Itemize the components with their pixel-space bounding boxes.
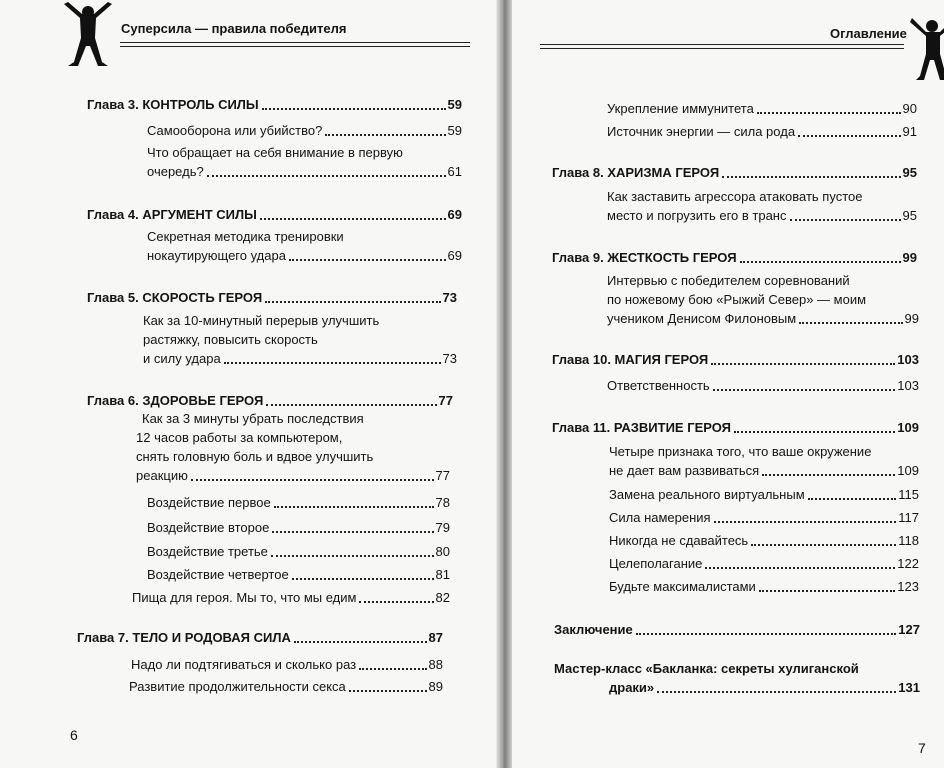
toc-entry: Глава 9. ЖЕСТКОСТЬ ГЕРОЯ 99 [552, 250, 917, 265]
toc-entry-line: растяжку, повысить скорость [143, 332, 318, 347]
toc-entry-line: Что обращает на себя внимание в первую [147, 145, 403, 160]
toc-entry: Сила намерения 117 [609, 510, 919, 525]
toc-entry: учеником Денисом Филоновым 99 [607, 311, 919, 326]
toc-entry: Глава 5. СКОРОСТЬ ГЕРОЯ 73 [87, 290, 457, 305]
toc-entry: драки» 131 [609, 680, 920, 695]
toc-entry-line: 12 часов работы за компьютером, [136, 430, 343, 445]
toc-entry: Целеполагание 122 [609, 556, 919, 571]
toc-entry-line: Как за 10-минутный перерыв улучшить [143, 313, 380, 328]
toc-entry-line: Интервью с победителем соревнований [607, 273, 850, 288]
toc-entry: нокаутирующего удара 69 [147, 248, 462, 263]
toc-entry: Источник энергии — сила рода 91 [607, 124, 917, 139]
hero-silhouette-icon [910, 14, 944, 82]
toc-entry: Глава 11. РАЗВИТИЕ ГЕРОЯ 109 [552, 420, 919, 435]
toc-entry: Глава 7. ТЕЛО И РОДОВАЯ СИЛА 87 [77, 630, 443, 645]
toc-entry: Самооборона или убийство? 59 [147, 123, 462, 138]
toc-entry-line: Мастер-класс «Бакланка: секреты хулиганской [554, 661, 859, 676]
toc-entry-line: Как заставить агрессора атаковать пустое [607, 189, 863, 204]
toc-entry: Ответственность 103 [607, 378, 919, 393]
toc-entry: Глава 4. АРГУМЕНТ СИЛЫ 69 [87, 207, 462, 222]
toc-entry: Будьте максималистами 123 [609, 579, 919, 594]
header-rule [120, 42, 470, 47]
toc-entry: Глава 3. КОНТРОЛЬ СИЛЫ 59 [87, 97, 462, 112]
header-rule [540, 44, 904, 49]
toc-entry: Укрепление иммунитета 90 [607, 101, 917, 116]
toc-entry: Замена реального виртуальным 115 [609, 487, 919, 502]
toc-entry: Воздействие четвертое 81 [147, 567, 450, 582]
toc-entry: очередь? 61 [147, 164, 462, 179]
toc-entry: Воздействие второе 79 [147, 520, 450, 535]
toc-entry: Пища для героя. Мы то, что мы едим 82 [132, 590, 450, 605]
toc-entry: Глава 8. ХАРИЗМА ГЕРОЯ 95 [552, 165, 917, 180]
toc-entry: Воздействие третье 80 [147, 544, 450, 559]
toc-entry: Воздействие первое 78 [147, 495, 450, 510]
hero-silhouette-icon [62, 2, 114, 68]
toc-entry: Глава 10. МАГИЯ ГЕРОЯ 103 [552, 352, 919, 367]
toc-entry: реакцию 77 [136, 468, 450, 483]
toc-entry-line: Как за 3 минуты убрать последствия [142, 411, 364, 426]
page-number: 7 [918, 740, 926, 756]
toc-entry: Развитие продолжительности секса 89 [129, 679, 443, 694]
right-page [512, 0, 944, 768]
toc-entry: и силу удара 73 [143, 351, 457, 366]
toc-entry-line: по ножевому бою «Рыжий Север» — моим [607, 292, 867, 307]
toc-entry: Глава 6. ЗДОРОВЬЕ ГЕРОЯ 77 [87, 393, 453, 408]
toc-entry-line: снять головную боль и вдвое улучшить [136, 449, 374, 464]
book-gutter [496, 0, 512, 768]
toc-entry-line: Четыре признака того, что ваше окружение [609, 444, 872, 459]
running-head: Суперсила — правила победителя [121, 21, 347, 36]
running-head: Оглавление [830, 26, 907, 41]
toc-entry: место и погрузить его в транс 95 [607, 208, 917, 223]
toc-entry-line: Секретная методика тренировки [147, 229, 344, 244]
toc-entry: Заключение 127 [554, 622, 920, 637]
toc-entry: Никогда не сдавайтесь 118 [609, 533, 919, 548]
toc-entry: не дает вам развиваться 109 [609, 463, 919, 478]
page-number: 6 [70, 727, 78, 743]
toc-entry: Надо ли подтягиваться и сколько раз 88 [131, 657, 443, 672]
